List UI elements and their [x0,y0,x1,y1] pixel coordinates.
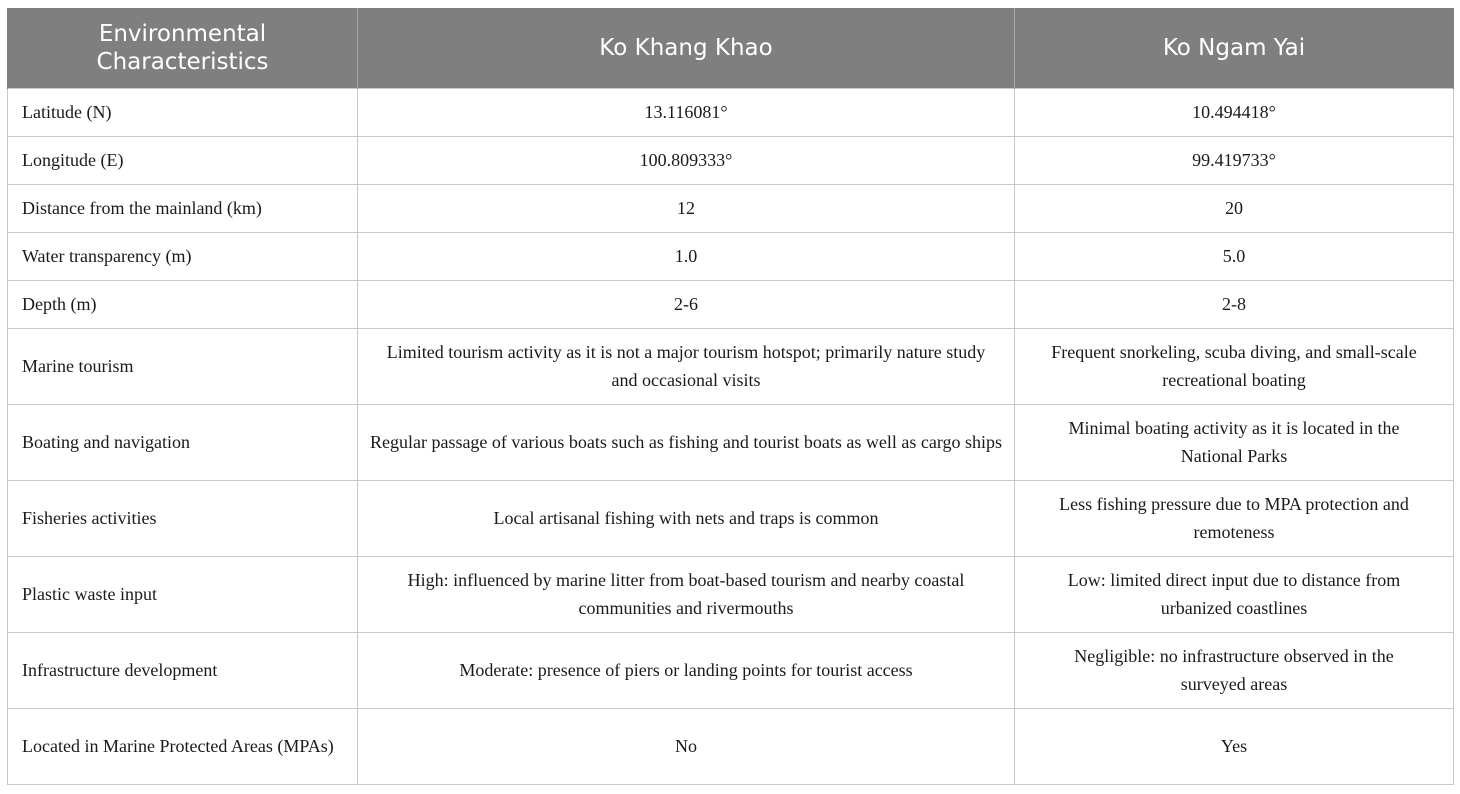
header-environmental-characteristics: Environmental Characteristics [8,8,358,88]
table-row [8,556,1454,632]
table-row [8,184,1454,232]
row-label: Water transparency (m) [8,232,358,280]
header-ko-khang-khao: Ko Khang Khao [358,8,1015,88]
ko-khang-khao-cell: Moderate: presence of piers or landing points for tourist access [358,632,1015,708]
table-row [8,136,1454,184]
row-label: Marine tourism [8,328,358,404]
ko-khang-khao-cell: 2-6 [358,280,1015,328]
ko-ngam-yai-cell: 5.0 [1015,232,1454,280]
row-label: Fisheries activities [8,480,358,556]
ko-ngam-yai-cell: Less fishing pressure due to MPA protection and remoteness [1015,480,1454,556]
ko-khang-khao-cell: High: influenced by marine litter from boat-based tourism and nearby coastal communities and rivermouths [358,556,1015,632]
ko-ngam-yai-cell: Low: limited direct input due to distance from urbanized coastlines [1015,556,1454,632]
ko-ngam-yai-cell: Frequent snorkeling, scuba diving, and small-scale recreational boating [1015,328,1454,404]
ko-ngam-yai-cell: 10.494418° [1015,88,1454,136]
header-ko-ngam-yai: Ko Ngam Yai [1015,8,1454,88]
table-row [8,632,1454,708]
row-label: Distance from the mainland (km) [8,184,358,232]
environment-table [7,8,1454,785]
row-label: Located in Marine Protected Areas (MPAs) [8,708,358,784]
ko-ngam-yai-cell: Minimal boating activity as it is located in the National Parks [1015,404,1454,480]
row-label: Boating and navigation [8,404,358,480]
ko-khang-khao-cell: 13.116081° [358,88,1015,136]
ko-khang-khao-cell: Local artisanal fishing with nets and traps is common [358,480,1015,556]
ko-khang-khao-cell: Limited tourism activity as it is not a major tourism hotspot; primarily nature study and occasional visits [358,328,1015,404]
table-row [8,404,1454,480]
table-row [8,280,1454,328]
ko-ngam-yai-cell: 2-8 [1015,280,1454,328]
ko-khang-khao-cell: 100.809333° [358,136,1015,184]
row-label: Infrastructure development [8,632,358,708]
ko-khang-khao-cell: Regular passage of various boats such as fishing and tourist boats as well as cargo ships [358,404,1015,480]
ko-ngam-yai-cell: 20 [1015,184,1454,232]
row-label: Latitude (N) [8,88,358,136]
ko-khang-khao-cell: No [358,708,1015,784]
row-label: Longitude (E) [8,136,358,184]
row-label: Depth (m) [8,280,358,328]
row-label: Plastic waste input [8,556,358,632]
table-container [7,8,1453,785]
ko-khang-khao-cell: 1.0 [358,232,1015,280]
header-row [8,8,1454,88]
table-row [8,328,1454,404]
ko-ngam-yai-cell: Negligible: no infrastructure observed in the surveyed areas [1015,632,1454,708]
table-row [8,88,1454,136]
ko-khang-khao-cell: 12 [358,184,1015,232]
table-row [8,480,1454,556]
ko-ngam-yai-cell: 99.419733° [1015,136,1454,184]
ko-ngam-yai-cell: Yes [1015,708,1454,784]
table-row [8,232,1454,280]
table-row [8,708,1454,784]
